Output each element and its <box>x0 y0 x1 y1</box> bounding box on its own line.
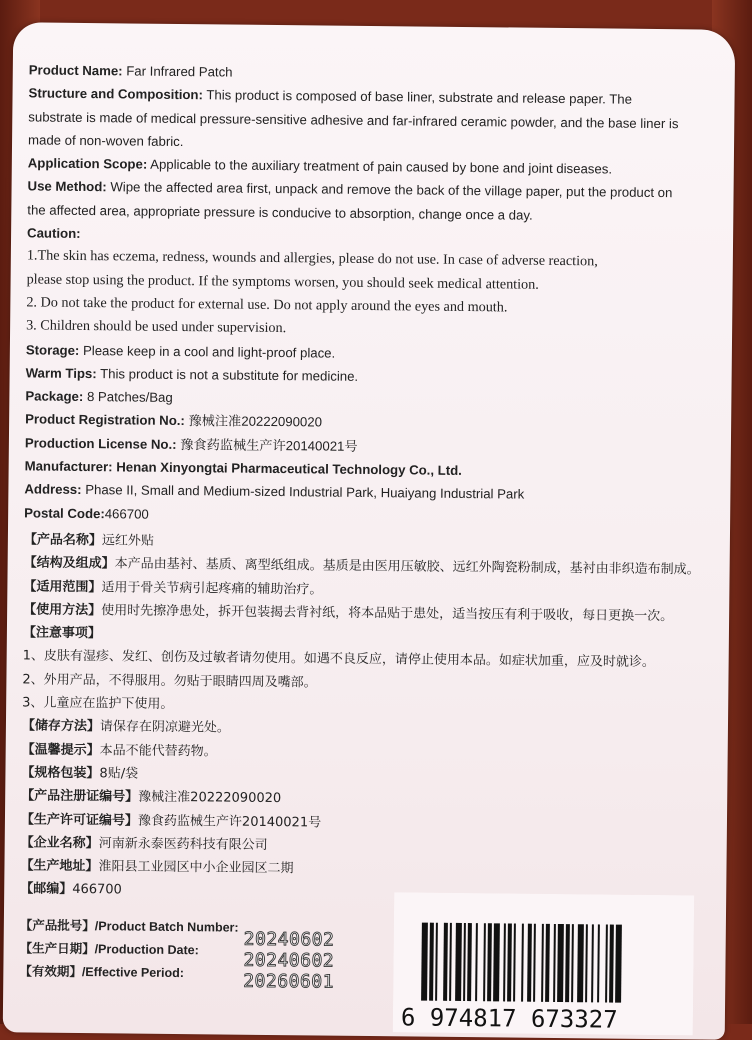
zh-license-line: 【生产许可证编号】豫食药监械生产许20140021号 <box>20 811 322 831</box>
barcode-bar <box>557 924 564 1002</box>
effective-period-value: 20260601 <box>243 970 335 993</box>
package-line: Package: 8 Patches/Bag <box>25 388 173 406</box>
structure-line-2: substrate is made of medical pressure-sensitive adhesive and far-infrared ceramic powder, and the base liner is <box>28 109 679 131</box>
barcode-bar <box>507 923 512 1001</box>
zh-use-line: 【使用方法】使用时先擦净患处，拆开包装揭去背衬纸，将本品贴于患处，适当按压有利于吸收，每日更换一次。 <box>23 602 674 625</box>
license-line: Production License No.: 豫食药监械生产许20140021号 <box>24 435 358 454</box>
zh-name-line: 【产品名称】远红外贴 <box>23 532 154 549</box>
product-label <box>3 22 736 1040</box>
barcode <box>393 892 694 1035</box>
production-date-label: 【生产日期】/Production Date: <box>19 941 199 958</box>
barcode-digits: 6 974817 673327 <box>400 1003 618 1034</box>
zh-caution-2: 2、外用产品，不得服用。勿贴于眼睛四周及嘴部。 <box>22 672 317 691</box>
structure-line-1: Structure and Composition: This product is composed of base liner, substrate and release paper. The <box>28 85 633 108</box>
barcode-bar <box>609 925 614 1003</box>
address-line: Address: Phase II, Small and Medium-sized Industrial Park, Huaiyang Industrial Park <box>24 481 525 502</box>
caution-2: 2. Do not take the product for external use. Do not apply around the eyes and mouth. <box>26 294 508 316</box>
postal-line: Postal Code:466700 <box>24 505 149 522</box>
barcode-bar <box>545 924 550 1002</box>
barcode-bar <box>577 924 584 1002</box>
label-text <box>20 58 729 908</box>
caution-1a: 1.The skin has eczema, redness, wounds and allergies, please do not use. In case of adverse reaction, <box>26 247 598 270</box>
use-line-1: Use Method: Wipe the affected area first, unpack and remove the back of the village paper, put the product on <box>27 178 673 201</box>
barcode-bar <box>429 923 434 1001</box>
barcode-bar <box>443 923 448 1001</box>
use-line-2: the affected area, appropriate pressure is conducive to absorption, change once a day. <box>27 202 533 223</box>
barcode-bar <box>565 924 570 1002</box>
caution-heading: Caution: <box>27 225 81 242</box>
zh-spec-line: 【规格包装】8贴/袋 <box>21 765 139 782</box>
caution-3: 3. Children should be used under supervision. <box>26 317 287 337</box>
registration-line: Product Registration No.: 豫械注准20222090020 <box>25 411 323 430</box>
zh-address-line: 【生产地址】淮阳县工业园区中小企业园区二期 <box>20 858 294 877</box>
barcode-bar <box>527 924 532 1002</box>
zh-company-line: 【企业名称】河南新永泰医药科技有限公司 <box>20 835 268 853</box>
batch-labels <box>19 914 238 985</box>
barcode-bar <box>487 923 492 1001</box>
structure-line-3: made of non-woven fabric. <box>27 132 184 149</box>
zh-postal-line: 【邮编】466700 <box>20 881 122 898</box>
barcode-bar <box>615 925 622 1003</box>
barcode-bar <box>467 923 472 1001</box>
manufacturer-line: Manufacturer: Henan Xinyongtai Pharmaceutical Technology Co., Ltd. <box>24 458 462 479</box>
barcode-bar <box>421 923 428 1001</box>
zh-tips-line: 【温馨提示】本品不能代替药物。 <box>21 741 217 760</box>
scope-line: Application Scope: Applicable to the auxiliary treatment of pain caused by bone and joint diseases. <box>27 155 613 177</box>
barcode-bar <box>455 923 462 1001</box>
effective-period-label: 【有效期】/Effective Period: <box>19 964 185 981</box>
storage-line: Storage: Please keep in a cool and light-proof place. <box>25 341 336 361</box>
zh-caution-3: 3、儿童应在监护下使用。 <box>22 695 174 712</box>
caution-1b: please stop using the product. If the symptoms worsen, you should seek medical attention. <box>26 271 539 293</box>
tips-line: Warm Tips: This product is not a substitute for medicine. <box>25 365 359 384</box>
batch-values <box>243 929 334 993</box>
zh-storage-line: 【储存方法】请保存在阴凉避光处。 <box>21 718 231 736</box>
barcode-bar <box>493 923 500 1001</box>
zh-structure-line: 【结构及组成】本产品由基衬、基质、离型纸组成。基质是由医用压敏胶、远红外陶瓷粉制成，基衬由非织造布制成。 <box>23 555 700 578</box>
zh-scope-line: 【适用范围】适用于骨关节病引起疼痛的辅助治疗。 <box>23 578 323 598</box>
zh-caution-heading: 【注意事项】 <box>22 625 102 642</box>
batch-number-value: 20240602 <box>243 928 335 951</box>
batch-number-label: 【产品批号】/Product Batch Number: <box>19 918 239 935</box>
production-date-value: 20240602 <box>243 949 335 972</box>
product-name-line: Product Name: Far Infrared Patch <box>28 62 233 80</box>
zh-caution-1: 1、皮肤有湿疹、发红、创伤及过敏者请勿使用。如遇不良反应，请停止使用本品。如症状加重，应及时就诊。 <box>22 648 655 671</box>
zh-registration-line: 【产品注册证编号】豫械注准20222090020 <box>21 788 282 807</box>
